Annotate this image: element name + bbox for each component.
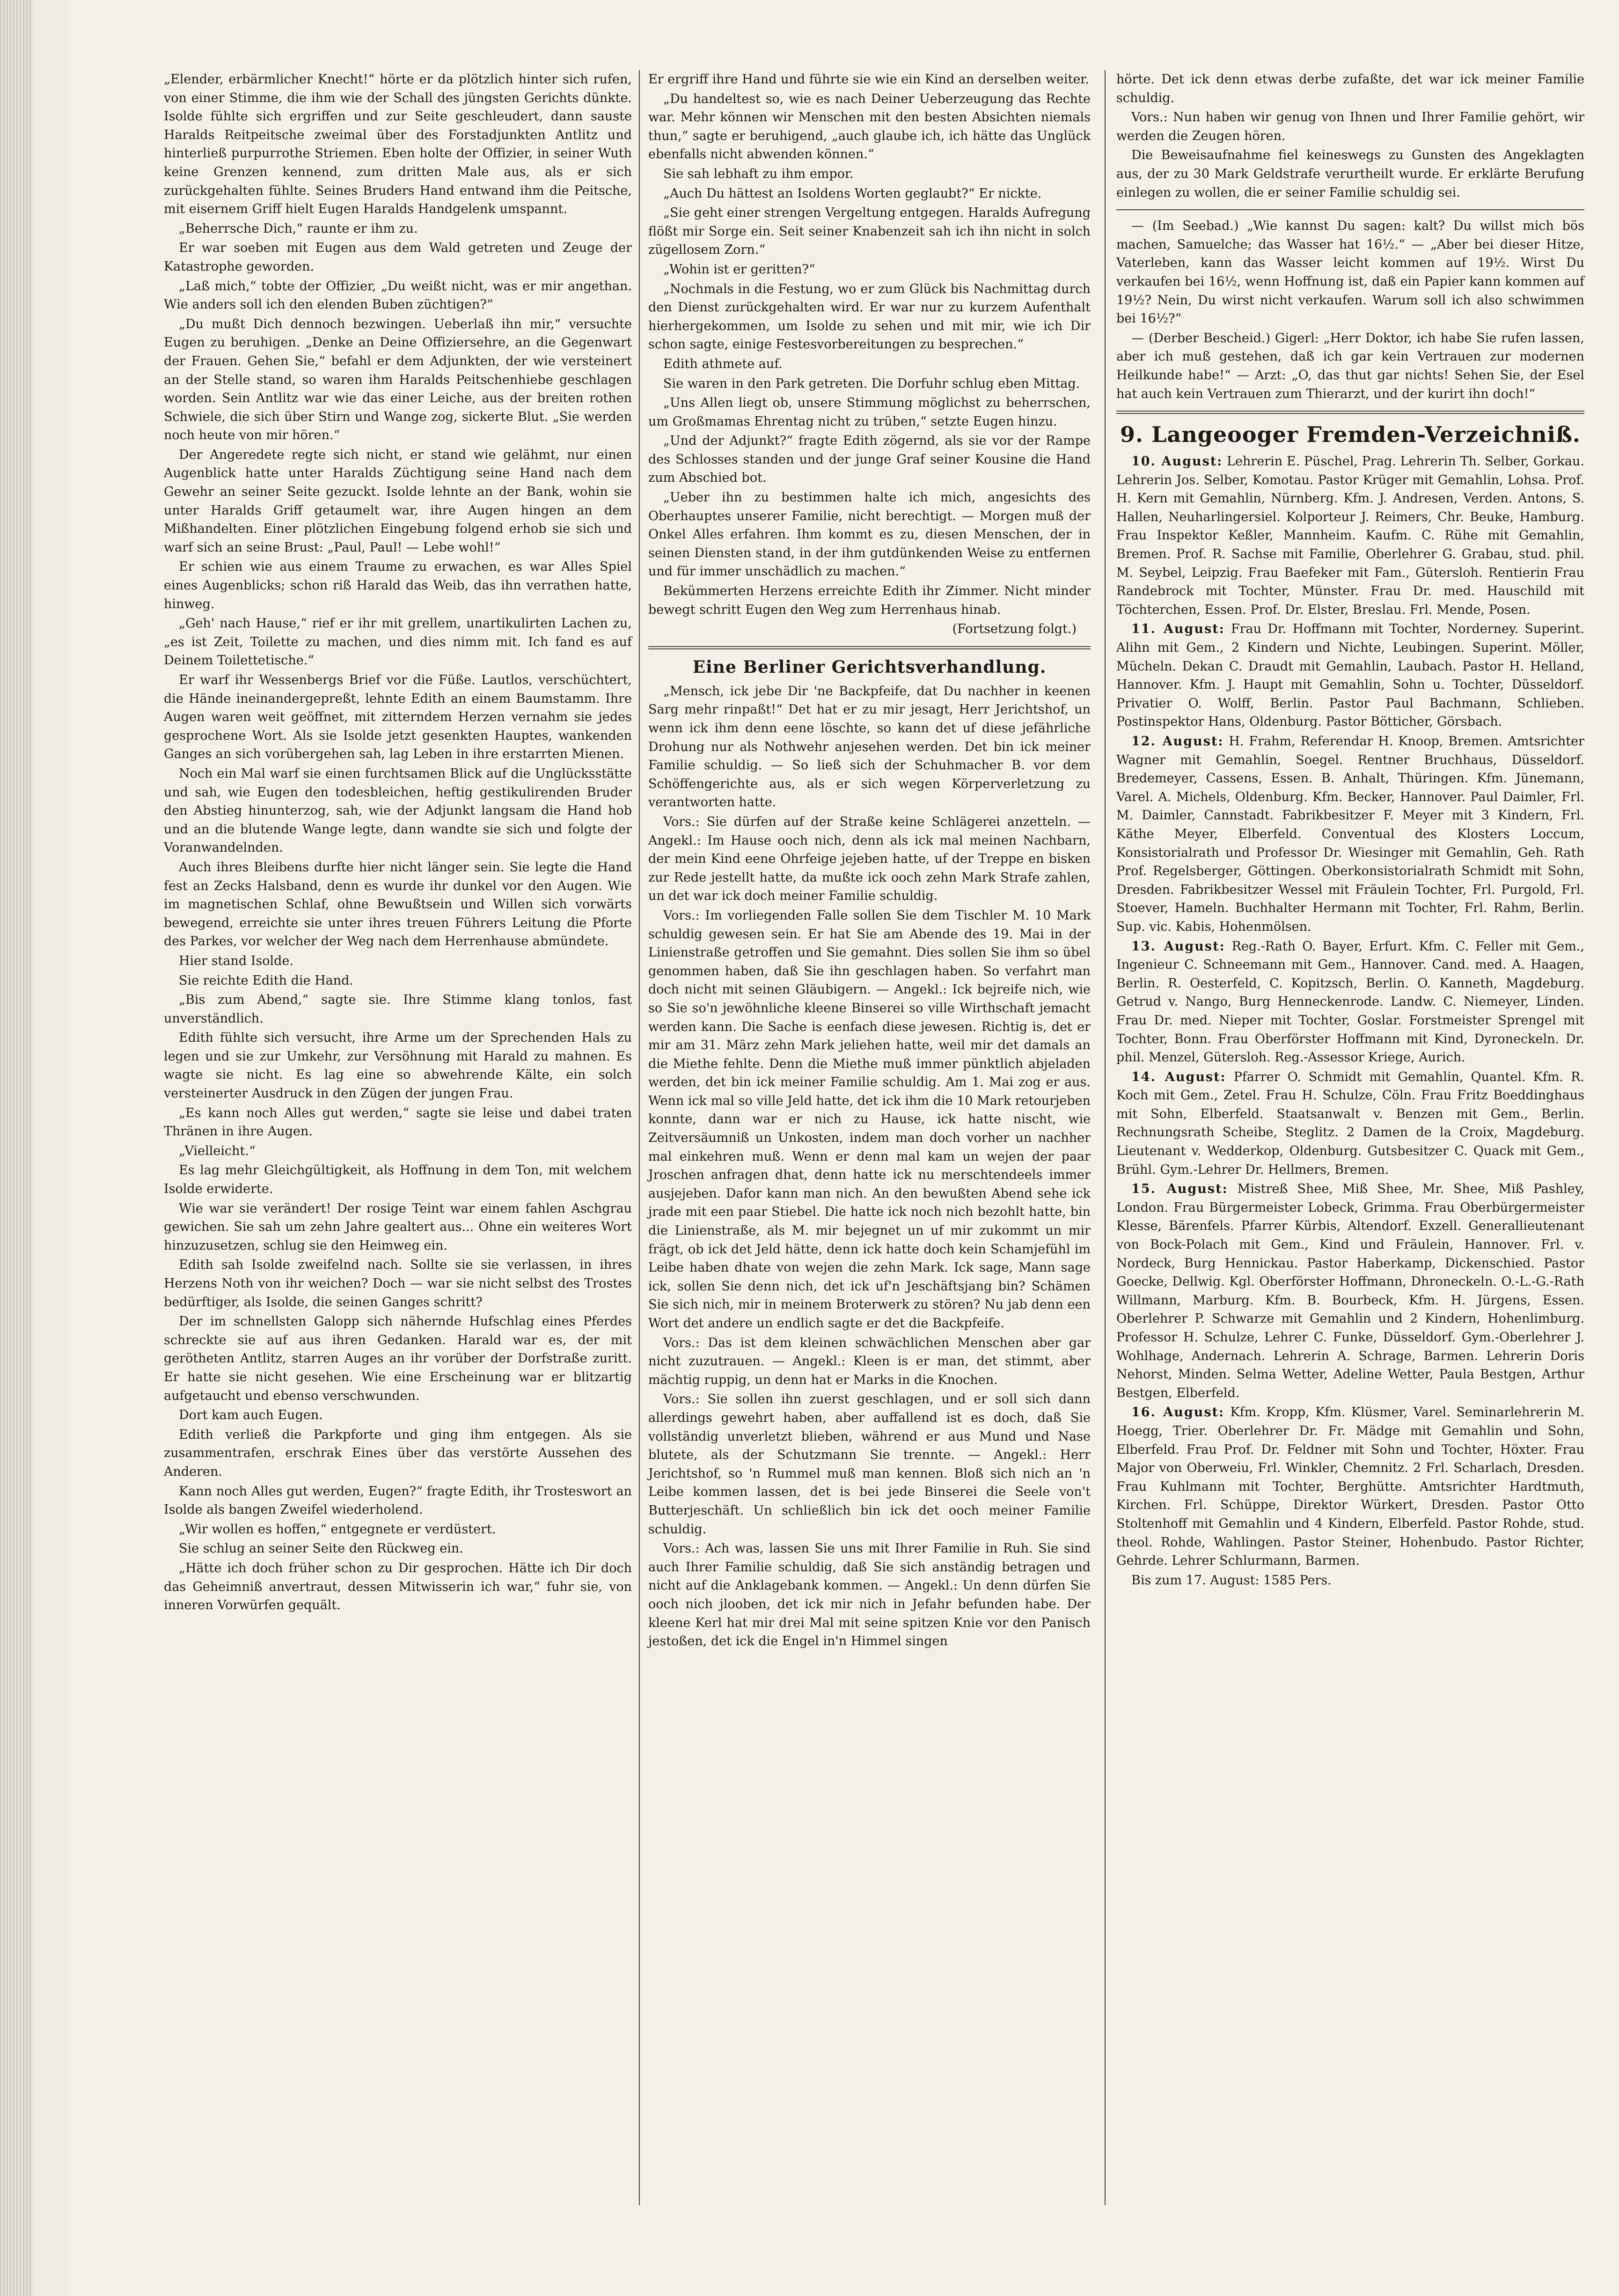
story-paragraph: „Auch Du hättest an Isoldens Worten geglaubt?“ Er nickte. [663, 186, 1042, 201]
story-paragraph: „Ueber ihn zu bestimmen halte ich mich, angesichts des Oberhauptes unserer Familie, nicht berechtigt. — Morgen muß der Onkel Alles erfahren. Ihm kommt es zu, diesen Menschen, der in seinen Diensten stand, in der ihm gutdünkenden Weise zu entfernen und für immer unschädlich zu machen.“ [648, 490, 1091, 579]
trial-paragraph: „Mensch, ick jebe Dir 'ne Backpfeife, dat Du nachher in keenen Sarg mehr rinpaßt!“ Det hat er zu mir jesagt, Herr Jerichtshof, un wenn ick ihm denn eene löschte, so kann det uf diese jefährliche Drohung nur als Nothwehr anjesehen werden. Det bin ick meiner Familie schuldig. — So ließ sich der Schuhmacher B. vor dem Schöffengerichte aus, als er sich wegen Körperverletzung zu verantworten hatte. [648, 684, 1091, 810]
story-paragraph: „Sie geht einer strengen Vergeltung entgegen. Haralds Aufregung flößt mir Sorge ein. Seit seiner Knabenzeit sah ich ihn nicht in solch zügellosem Zorn.“ [648, 206, 1091, 258]
entry-date: 13. August: [1131, 939, 1225, 954]
story-paragraph: „Bis zum Abend,“ sagte sie. Ihre Stimme klang tonlos, fast unverständlich. [164, 993, 632, 1026]
entry-text: Lehrerin E. Püschel, Prag. Lehrerin Th. Selber, Gorkau. Lehrerin Jos. Selber, Komotau. Pastor Krüger mit Gemahlin, Lohsa. Prof. H. Kern mit Gemahlin, Nürnberg. Kfm. J. Andresen, Verden. Antons, S. Hallen, Neuharlingersiel. Kolporteur J. Reimers, Chr. Beuke, Hamburg. Frau Inspektor Keßler, Mannheim. Kaufm. C. Rühe mit Gemahlin, Bremen. Prof. R. Sachse mit Familie, Oberlehrer G. Grabau, stud. phil. M. Seybel, Leipzig. Frau Baefeker mit Fam., Gütersloh. Rentierin Frau Randebrock mit Tochter, Münster. Frau Dr. med. Hauschild mit Töchterchen, Essen. Prof. Dr. Elster, Breslau. Frl. Mende, Posen. [1116, 454, 1584, 617]
trial-paragraph: Vors.: Im vorliegenden Falle sollen Sie dem Tischler M. 10 Mark schuldig gewesen sein. Er hat Sie am Abende des 19. Mai in der Linienstraße getroffen und Sie gemahnt. Dies sollen Sie ihm so übel genommen haben, daß Sie ihn geschlagen haben. So verfahrt man doch nicht mit seinen Gläubigern. — Angekl.: Ick bejreife nich, wie so Sie so'n jewöhnliche kleene Binserei so ville Wirthschaft jemacht werden kann. Die Sache is eenfach diese jewesen. Richtig is, det er mir am 31. März zehn Mark jeliehen hatte, weil mir det damals an die Miethe fehlte. Denn die Miethe muß immer pünktlich abjeladen werden, det bin ick meiner Familie schuldig. Am 1. Mai zog er aus. Wenn ick mal so ville Jeld hatte, det ick ihm die 10 Mark retourjeben konnte, dann war er nich zu Hause, ick hatte nischt, wie Zeitversäumniß un Unkosten, indem man doch vorher un nachher mal einkehren muß. Wenn er denn mal kam un wejen der paar Jroschen anfragen dhat, denn hatte ick nu merschtendeels immer ausjejeben. Dafor kann man nich. An den bewußten Abend sehe ick jrade mit een paar Stiebel. Die hatte ick noch nich bezohlt hatte, bin die Linienstraße, als M. mir bejegnet un uf mir zukommt un mir frägt, ob ick det Jeld hätte, denn ick hatte doch kein Schamjefühl im Leibe haben dhate von wejen die zehn Mark. Ick sage, Mann sage ick, sollen Sie denn nich, det ick uf'n Jeschäftsjang bin? Schämen Sie sich nich, mir in meinem Broterwerk zu stören? Nu jab denn een Wort det andere un endlich sagte er det die Backpfeife. [648, 908, 1091, 1331]
article-heading: Eine Berliner Gerichtsverhandlung. [692, 657, 1047, 677]
story-paragraph: „Vielleicht.“ [179, 1143, 256, 1158]
entry-text: Reg.-Rath O. Bayer, Erfurt. Kfm. C. Feller mit Gem., Ingenieur C. Schneemann mit Gem., Hannover. Cand. med. A. Haagen, Berlin. R. Oesterfeld, C. Kopitzsch, Berlin. O. Kanneth, Magdeburg. Getrud v. Nango, Burg Henneckenrode. Landw. C. Niemeyer, Linden. Frau Dr. med. Nieper mit Tochter, Goslar. Forstmeister Sprengel mit Tochter, Bonn. Frau Oberförster Hoffmann mit Kind, Dyroneckeln. Dr. phil. Menzel, Gütersloh. Reg.-Assessor Kriege, Aurich. [1116, 939, 1584, 1065]
story-paragraph: Edith sah Isolde zweifelnd nach. Sollte sie sie verlassen, in ihres Herzens Noth von ihr weichen? Doch — war sie nicht selbst des Trostes bedürftiger, als Isolde, die seinen Ganges schritt? [164, 1258, 632, 1310]
story-paragraph: Edith verließ die Parkpforte und ging ihm entgegen. Als sie zusammentrafen, erschrak Eines über das verstörte Aussehen des Anderen. [164, 1427, 632, 1479]
guest-list-entry [1116, 1180, 1584, 1402]
section-divider [648, 646, 1091, 649]
entry-date: 16. August: [1131, 1405, 1224, 1420]
joke-paragraph: — (Im Seebad.) „Wie kannst Du sagen: kalt? Du willst mich bös machen, Samuelche; das Wasser hat 16½.“ — „Aber bei dieser Hitze, Vaterleben, kann das Wasser leicht kommen auf 19½. Wirst Du verkaufen bei 16½, wenn Hoffnung ist, daß ein Papier kann kommen auf 19½? Nein, Du wirst nicht verkaufen. Warum soll ich also schwimmen bei 16½?“ [1116, 219, 1584, 326]
story-paragraph: Der im schnellsten Galopp sich nähernde Hufschlag eines Pferdes schreckte sie auf aus ihren Gedanken. Harald war es, der mit gerötheten Antlitz, starren Auges an ihr vorüber der Dorfstraße zuritt. Er hatte sie nicht gesehen. Wie eine Erscheinung war er blitzartig aufgetaucht und ebenso verschwunden. [164, 1314, 632, 1403]
story-paragraph: Kann noch Alles gut werden, Eugen?“ fragte Edith, ihr Trosteswort an Isolde als bangen Zweifel wiederholend. [164, 1484, 632, 1517]
guest-list-entry [1116, 732, 1584, 936]
story-paragraph: „Wir wollen es hoffen,“ entgegnete er verdüstert. [179, 1522, 496, 1537]
entry-date: 12. August: [1131, 734, 1224, 749]
entry-date: 14. August: [1131, 1069, 1226, 1084]
story-paragraph: Auch ihres Bleibens durfte hier nicht länger sein. Sie legte die Hand fest an Zecks Halsband, denn es wurde ihr dunkel vor den Augen. Wie im magnetischen Schlaf, ohne Bewußtsein und Willen sich vorwärts bewegend, erreichte sie unter ihres treuen Führers Leitung die Pforte des Parkes, vor welcher der Weg nach dem Herrenhause abmündete. [164, 860, 632, 949]
column-2 [648, 70, 1091, 1652]
guest-list-entry [1116, 620, 1584, 731]
guest-list-entry [1116, 1068, 1584, 1179]
story-paragraph: „Geh' nach Hause,“ rief er ihr mit grellem, unartikulirten Lachen zu, „es ist Zeit, Toilette zu machen, und dies nimm mit. Ich fand es auf Deinem Toilettetische.“ [164, 616, 632, 668]
story-paragraph: Sie waren in den Park getreten. Die Dorfuhr schlug eben Mittag. [663, 376, 1080, 391]
story-paragraph: Der Angeredete regte sich nicht, er stand wie gelähmt, nur einen Augenblick hatte unter Haralds Züchtigung seine Hand nach dem Gewehr an seiner Seite gezuckt. Isolde lehnte an der Bank, wohin sie unter Haralds Griff getaumelt war, ihre Augen hingen an dem Mißhandelten. Einer plötzlichen Eingebung folgend erhob sie sich und warf sich an seine Brust: „Paul, Paul! — Lebe wohl!“ [164, 447, 632, 555]
entry-date: 11. August: [1131, 622, 1225, 637]
entry-text: Mistreß Shee, Miß Shee, Mr. Shee, Miß Pashley, London. Frau Bürgermeister Lobeck, Grimma. Frau Oberbürgermeister Klesse, Bärenfels. Pfarrer Kürbis, Altendorf. Exzell. Generallieutenant von Bock-Polach mit Gem., Kind und Fräulein, Hannover. Frl. v. Nordeck, Burg Hennickau. Pastor Haberkamp, Dickenschied. Pastor Goecke, Dellwig. Kgl. Oberförster Hoffmann, Dhroneckeln. O.-L.-G.-Rath Willmann, Marburg. Kfm. B. Bourbeck, Kfm. H. Jürgens, Essen. Oberlehrer P. Schwarze mit Gemahlin und 2 Kindern, Hohenlimburg. Professor H. Schulze, Lehrer C. Funke, Düsseldorf. Gym.-Oberlehrer J. Wohlhage, Andernach. Lehrerin A. Schrage, Barmen. Lehrerin Doris Nehorst, Minden. Selma Wetter, Adeline Wetter, Paula Bestgen, Arthur Bestgen, Elberfeld. [1116, 1182, 1584, 1400]
column-divider [1105, 70, 1106, 2205]
story-paragraph: „Hätte ich doch früher schon zu Dir gesprochen. Hätte ich Dir doch das Geheimniß anvertraut, dessen Mitwisserin ich war,“ fuhr sie, von inneren Vorwürfen gequält. [164, 1560, 632, 1613]
guest-list-entry [1116, 452, 1584, 619]
story-paragraph: Noch ein Mal warf sie einen furchtsamen Blick auf die Unglücksstätte und sah, wie Eugen den todesbleichen, heftig gestikulirenden Bruder den Abstieg hinunterzog, sah, wie der Adjunkt langsam die Hand hob und an die blutende Wange legte, dann wandte sie sich und folgte der Voranwandelnden. [164, 766, 632, 855]
story-paragraph: Er warf ihr Wessenbergs Brief vor die Füße. Lautlos, verschüchtert, die Hände ineinandergepreßt, lehnte Edith an einem Baumstamm. Ihre Augen waren weit geöffnet, mit zitterndem Herzen vernahm sie jedes gesprochene Wort. Als sie Isolde jetzt gesenkten Hauptes, wankenden Ganges an sich vorübergehen sah, lag Leben in ihre erstarrten Mienen. [164, 673, 632, 762]
guest-list-entry [1116, 937, 1584, 1067]
entry-text: Frau Dr. Hoffmann mit Tochter, Norderney. Superint. Alihn mit Gem., 2 Kindern und Nichte, Leubingen. Superint. Möller, Mücheln. Dekan C. Draudt mit Gemahlin, Laubach. Pastor H. Helland, Hannover. Kfm. J. Haupt mit Gemahlin, Sohn u. Tochter, Düsseldorf. Privatier O. Wolff, Berlin. Pastor Paul Bachmann, Schlieben. Postinspektor Hans, Oldenburg. Pastor Bötticher, Görsbach. [1116, 622, 1584, 729]
story-paragraph: Es lag mehr Gleichgültigkeit, als Hoffnung in dem Ton, mit welchem Isolde erwiderte. [164, 1163, 632, 1197]
story-paragraph: „Du mußt Dich dennoch bezwingen. Ueberlaß ihn mir,“ versuchte Eugen zu beruhigen. „Denke an Deine Offiziersehre, an die Gegenwart der Frauen. Gehen Sie,“ befahl er dem Adjunkten, der wie versteinert an der Stelle stand, so waren ihm Haralds Peitschenhiebe geschlagen worden. Sein Antlitz war wie das einer Leiche, aus der breiten rothen Schwiele, die sich über Stirn und Wange zog, sickerte Blut. „Sie werden noch heute von mir hören.“ [164, 316, 632, 443]
story-paragraph: Sie schlug an seiner Seite den Rückweg ein. [179, 1541, 463, 1556]
entry-date: 15. August: [1131, 1182, 1228, 1197]
column-divider [639, 70, 640, 2205]
story-paragraph: „Beherrsche Dich,“ raunte er ihm zu. [179, 221, 418, 236]
story-paragraph: „Und der Adjunkt?“ fragte Edith zögernd, als sie vor der Rampe des Schlosses standen und der junge Graf seiner Kousine die Hand zum Abschied bot. [648, 434, 1091, 486]
trial-paragraph: Die Beweisaufnahme fiel keineswegs zu Gunsten des Angeklagten aus, der zu 30 Mark Geldstrafe verurtheilt wurde. Er erklärte Berufung einlegen zu wollen, die er seiner Familie schuldig sei. [1116, 148, 1584, 200]
story-paragraph: „Laß mich,“ tobte der Offizier, „Du weißt nicht, was er mir angethan. Wie anders soll ich den elenden Buben züchtigen?“ [164, 279, 632, 312]
story-paragraph: Edith fühlte sich versucht, ihre Arme um der Sprechenden Hals zu legen und sie zur Umkehr, zur Versöhnung mit Harald zu mahnen. Es wagte sie nicht. Es lag eine so abwehrende Kälte, ein solch versteinerter Ausdruck in den Zügen der jungen Frau. [164, 1030, 632, 1101]
story-paragraph: Sie reichte Edith die Hand. [179, 973, 353, 988]
story-paragraph: „Es kann noch Alles gut werden,“ sagte sie leise und dabei traten Thränen in ihre Augen. [164, 1105, 632, 1139]
story-paragraph: „Du handeltest so, wie es nach Deiner Ueberzeugung das Rechte war. Mehr können wir Menschen mit den besten Absichten niemals thun,“ sagte er beruhigend, „auch glaube ich, ich hätte das Unglück ebenfalls nicht abwenden können.“ [648, 91, 1091, 162]
page-binding-edge [0, 0, 33, 2296]
story-paragraph: Er ergriff ihre Hand und führte sie wie ein Kind an derselben weiter. [648, 72, 1089, 87]
column-1-serial-story [164, 70, 632, 1616]
column-3 [1116, 70, 1584, 1590]
story-paragraph: „Elender, erbärmlicher Knecht!“ hörte er da plötzlich hinter sich rufen, von einer Stimme, die ihm wie der Schall des jüngsten Gerichts dünkte. Isolde fühlte sich ergriffen und zur Seite geschleudert, dann sauste Haralds Reitpeitsche zweimal über des Forstadjunkten Antlitz und hinterließ purpurrothe Striemen. Eben holte der Offizier, in seiner Wuth keine Grenzen kennend, zum dritten Male aus, als er sich zurückgehalten fühlte. Seines Bruders Hand entwand ihm die Peitsche, mit eisernem Griff hielt Eugen Haralds Handgelenk umspannt. [164, 72, 632, 217]
story-paragraph: Er war soeben mit Eugen aus dem Wald getreten und Zeuge der Katastrophe geworden. [164, 241, 632, 274]
guest-list-entry [1116, 1403, 1584, 1570]
trial-paragraph: Vors.: Ach was, lassen Sie uns mit Ihrer Familie in Ruh. Sie sind auch Ihrer Familie schuldig, daß Sie sich anständig betragen und nicht auf die Anklagebank kommen. — Angekl.: Un denn dürfen Sie ooch nich jlooben, det ick mir nich in Jefahr befunden habe. Der kleene Kerl hat mir drei Mal mit seine spitzen Knie vor den Panisch jestoßen, det ick die Engel in'n Himmel singen [648, 1541, 1091, 1649]
story-paragraph: Bekümmerten Herzens erreichte Edith ihr Zimmer. Nicht minder bewegt schritt Eugen den Weg zum Herrenhaus hinab. [648, 584, 1091, 617]
story-paragraph: „Uns Allen liegt ob, unsere Stimmung möglichst zu beherrschen, um Großmamas Ehrentag nicht zu trüben,“ setzte Eugen hinzu. [648, 396, 1091, 429]
guest-total: Bis zum 17. August: 1585 Pers. [1131, 1573, 1332, 1588]
guest-list-heading: 9. Langeooger Fremden-Verzeichniß. [1120, 422, 1581, 448]
story-paragraph: „Nochmals in die Festung, wo er zum Glück bis Nachmittag durch den Dienst zurückgehalten wird. Er war nur zu kurzem Aufenthalt hierhergekommen, um Isolde zu sehen und mit mir, wie ich Dir schon sagte, einige Festesvorbereitungen zu besprechen.“ [648, 281, 1091, 352]
story-paragraph: Er schien wie aus einem Traume zu erwachen, es war Alles Spiel eines Augenblicks; schon riß Harald das Weib, das ihn verrathen hatte, hinweg. [164, 559, 632, 611]
section-divider [1116, 209, 1584, 210]
story-paragraph: Sie sah lebhaft zu ihm empor. [663, 166, 854, 181]
trial-paragraph: hörte. Det ick denn etwas derbe zufaßte, det war ick meiner Familie schuldig. [1116, 72, 1584, 105]
entry-date: 10. August: [1131, 454, 1223, 469]
trial-paragraph: Vors.: Sie dürfen auf der Straße keine Schlägerei anzetteln. — Angekl.: Im Hause ooch nich, denn als ick mal meinen Nachbarn, der mein Kind eene Ohrfeige jejeben hatte, uf der Treppe en bisken zur Rede jestellt hatte, da mußte ick ooch zehn Mark Strafe zahlen, un det war ick doch meiner Familie schuldig. [648, 814, 1091, 904]
trial-paragraph: Vors.: Das ist dem kleinen schwächlichen Menschen aber gar nicht zuzutrauen. — Angekl.: Kleen is er man, det stimmt, aber mächtig ruppig, un denn hat er Marks in die Knochen. [648, 1335, 1091, 1387]
entry-text: H. Frahm, Referendar H. Knoop, Bremen. Amtsrichter Wagner mit Gemahlin, Soegel. Rentner Bruchhaus, Düsseldorf. Bredemeyer, Cassens, Essen. B. Anhalt, Thüringen. Kfm. Jünemann, Varel. A. Michels, Oldenburg. Kfm. Becker, Hannover. Paul Daimler, Frl. M. Daimler, Cannstadt. Fabrikbesitzer F. Meyer mit 3 Kindern, Frl. Käthe Meyer, Elberfeld. Conventual des Klosters Loccum, Konsistorialrath und Professor Dr. Wiesinger mit Gemahlin, Geh. Rath Prof. Regelsberger, Göttingen. Oberkonsistorialrath Schmidt mit Sohn, Dresden. Fabrikbesitzer Wessel mit Fräulein Tochter, Frl. Purgold, Frl. Stoever, Hameln. Buchhalter Hermann mit Tochter, Frl. Rahm, Berlin. Sup. vic. Kabis, Hohenmölsen. [1116, 734, 1584, 934]
continued-notice: (Fortsetzung folgt.) [952, 622, 1077, 637]
story-paragraph: Edith athmete auf. [663, 356, 783, 371]
trial-paragraph: Vors.: Nun haben wir genug von Ihnen und Ihrer Familie gehört, wir werden die Zeugen hören. [1116, 110, 1584, 143]
section-divider [1116, 411, 1584, 414]
story-paragraph: Wie war sie verändert! Der rosige Teint war einem fahlen Aschgrau gewichen. Sie sah um zehn Jahre gealtert aus... Ohne ein weiteres Wort hinzuzusetzen, schlug sie den Heimweg ein. [164, 1201, 632, 1253]
entry-text: Kfm. Kropp, Kfm. Klüsmer, Varel. Seminarlehrerin M. Hoegg, Trier. Oberlehrer Dr. Fr. Mädge mit Gemahlin und Sohn, Elberfeld. Frau Prof. Dr. Feldner mit Sohn und Tochter, Höxter. Frau Major von Oberweiu, Frl. Winkler, Chemnitz. 2 Frl. Scharlach, Dresden. Frau Kuhlmann mit Tochter, Berghütte. Amtsrichter Hardtmuth, Kirchen. Frl. Schüppe, Direktor Würkert, Dresden. Pastor Otto Stoltenhoff mit Gemahlin und 4 Kindern, Elberfeld. Pastor Rohde, stud. theol. Rohde, Wahlingen. Pastor Steiner, Hohenbudo. Pastor Richter, Gehrde. Lehrer Schlurmann, Barmen. [1116, 1405, 1584, 1568]
story-paragraph: Hier stand Isolde. [179, 953, 293, 968]
story-paragraph: Dort kam auch Eugen. [179, 1408, 323, 1423]
joke-paragraph: — (Derber Bescheid.) Gigerl: „Herr Doktor, ich habe Sie rufen lassen, aber ich muß gestehen, daß ich gar kein Vertrauen zur modernen Heilkunde habe!“ — Arzt: „O, das thut gar nichts! Sehen Sie, der Esel hat auch kein Vertrauen zum Thierarzt, und der kurirt ihn doch!“ [1116, 331, 1584, 401]
entry-text: Pfarrer O. Schmidt mit Gemahlin, Quantel. Kfm. R. Koch mit Gem., Zetel. Frau H. Schulze, Cöln. Frau Fritz Boeddinghaus mit Sohn, Elberfeld. Staatsanwalt v. Benzen mit Gem., Berlin. Rechnungsrath Scheibe, Steglitz. 2 Damen de la Croix, Magdeburg. Lieutenant v. Wedderkop, Oldenburg. Gutsbesitzer C. Quack mit Gem., Brühl. Gym.-Lehrer Dr. Hellmers, Bremen. [1116, 1069, 1584, 1177]
trial-paragraph: Vors.: Sie sollen ihn zuerst geschlagen, und er soll sich dann allerdings gewehrt haben, aber auffallend ist es doch, daß Sie vollständig unverletzt blieben, während er aus Mund und Nase blutete, als der Schutzmann Sie trennte. — Angekl.: Herr Jerichtshof, so 'n Rummel muß man kennen. Bloß sich nich an 'n Leibe kommen lassen, det is bei jede Binserei die Seele von't Butterjeschäft. Un schließlich bin ick det ooch meiner Familie schuldig. [648, 1392, 1091, 1537]
story-paragraph: „Wohin ist er geritten?“ [663, 262, 815, 277]
